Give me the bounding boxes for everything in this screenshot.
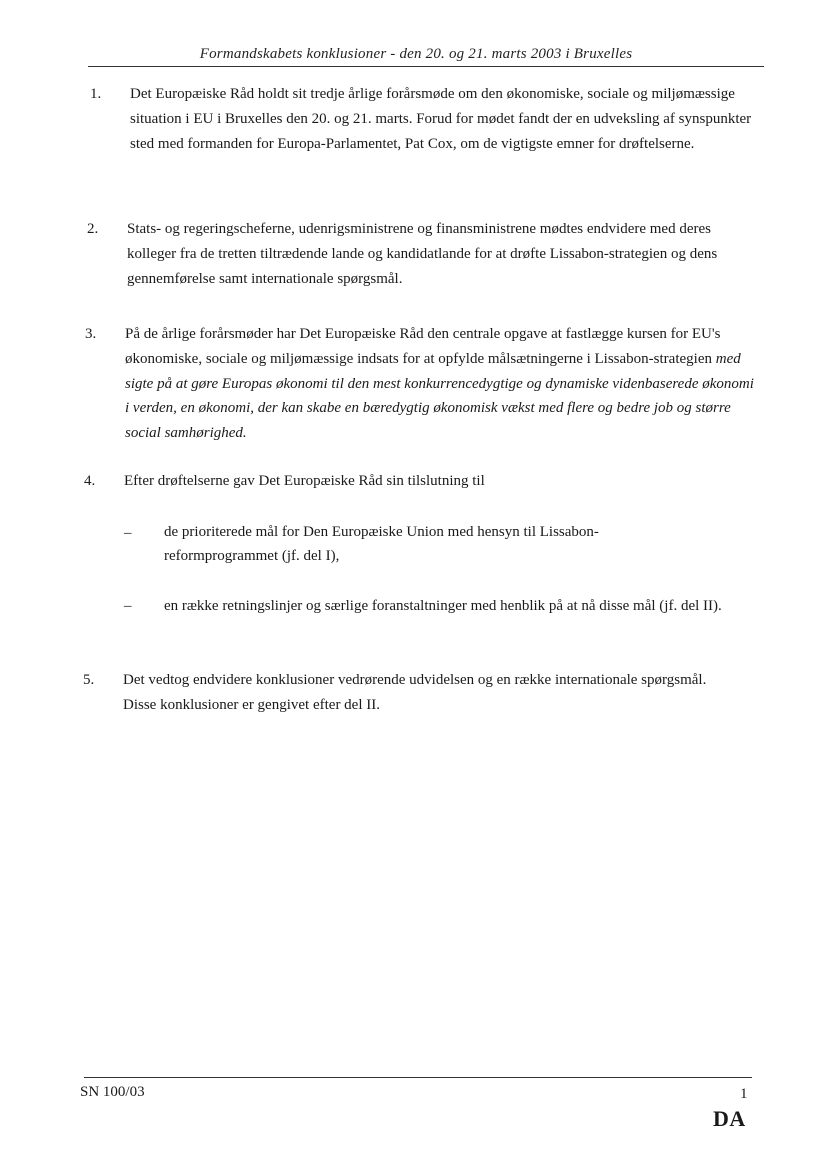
- paragraph-number: 4.: [84, 473, 96, 489]
- paragraph-text: Det Europæiske Råd holdt sit tredje årlige forårsmøde om den økonomiske, sociale og miljømæssige situation i EU i Bruxelles den 20. og 21. marts. Forud for mødet fandt der en udveksling af synspunkter sted med formanden for Europa-Parlamentet, Pat Cox, om de vigtigste emner for drøftelserne.: [130, 86, 752, 152]
- paragraph-text-regular: På de årlige forårsmøder har Det Europæiske Råd den centrale opgave at fastlægge kursen for EU's økonomiske, sociale og miljømæssige indsats for at opfylde målsætningerne i Lissabon-strategien: [125, 326, 721, 367]
- paragraph-text: Stats- og regeringscheferne, udenrigsministrene og finansministrene mødtes endvidere med deres kolleger fra de tretten tiltrædende lande og kandidatlande for at drøfte Lissabon-strategien og dens gennemførelse samt internationale spørgsmål.: [127, 221, 718, 287]
- footer-divider: [84, 1077, 752, 1078]
- paragraph-number: 1.: [90, 86, 102, 102]
- running-header: Formandskabets konklusioner - den 20. og 21. marts 2003 i Bruxelles: [199, 46, 633, 62]
- paragraph-text-italic: med sigte på at gøre Europas økonomi til den mest konkurrencedygtige og dynamiske videnbaserede økonomi i verden, en økonomi, der kan skabe en bæredygtig økonomisk vækst med flere og bedre job og større social samhørighed.: [125, 350, 754, 442]
- page-number: 1: [740, 1086, 748, 1102]
- paragraph-number: 3.: [85, 326, 97, 342]
- language-code: DA: [713, 1106, 746, 1131]
- paragraph-number: 2.: [87, 221, 99, 237]
- paragraph-text: Efter drøftelserne gav Det Europæiske Råd sin tilslutning til: [124, 473, 485, 489]
- bullet-item: de prioriterede mål for Den Europæiske Union med hensyn til Lissabon-reformprogrammet (jf. del I),: [164, 524, 599, 564]
- bullet-dash: –: [124, 525, 132, 541]
- bullet-dash: –: [124, 598, 132, 614]
- paragraph-number: 5.: [83, 672, 95, 688]
- paragraph-text: Det vedtog endvidere konklusioner vedrørende udvidelsen og en række internationale spørgsmål. Disse konklusioner er gengivet efter del II.: [123, 672, 707, 713]
- document-reference: SN 100/03: [80, 1084, 145, 1100]
- header-divider: [88, 66, 764, 67]
- bullet-item: en række retningslinjer og særlige foranstaltninger med henblik på at nå disse mål (jf. del II).: [164, 598, 722, 614]
- paragraph-text: [125, 322, 759, 446]
